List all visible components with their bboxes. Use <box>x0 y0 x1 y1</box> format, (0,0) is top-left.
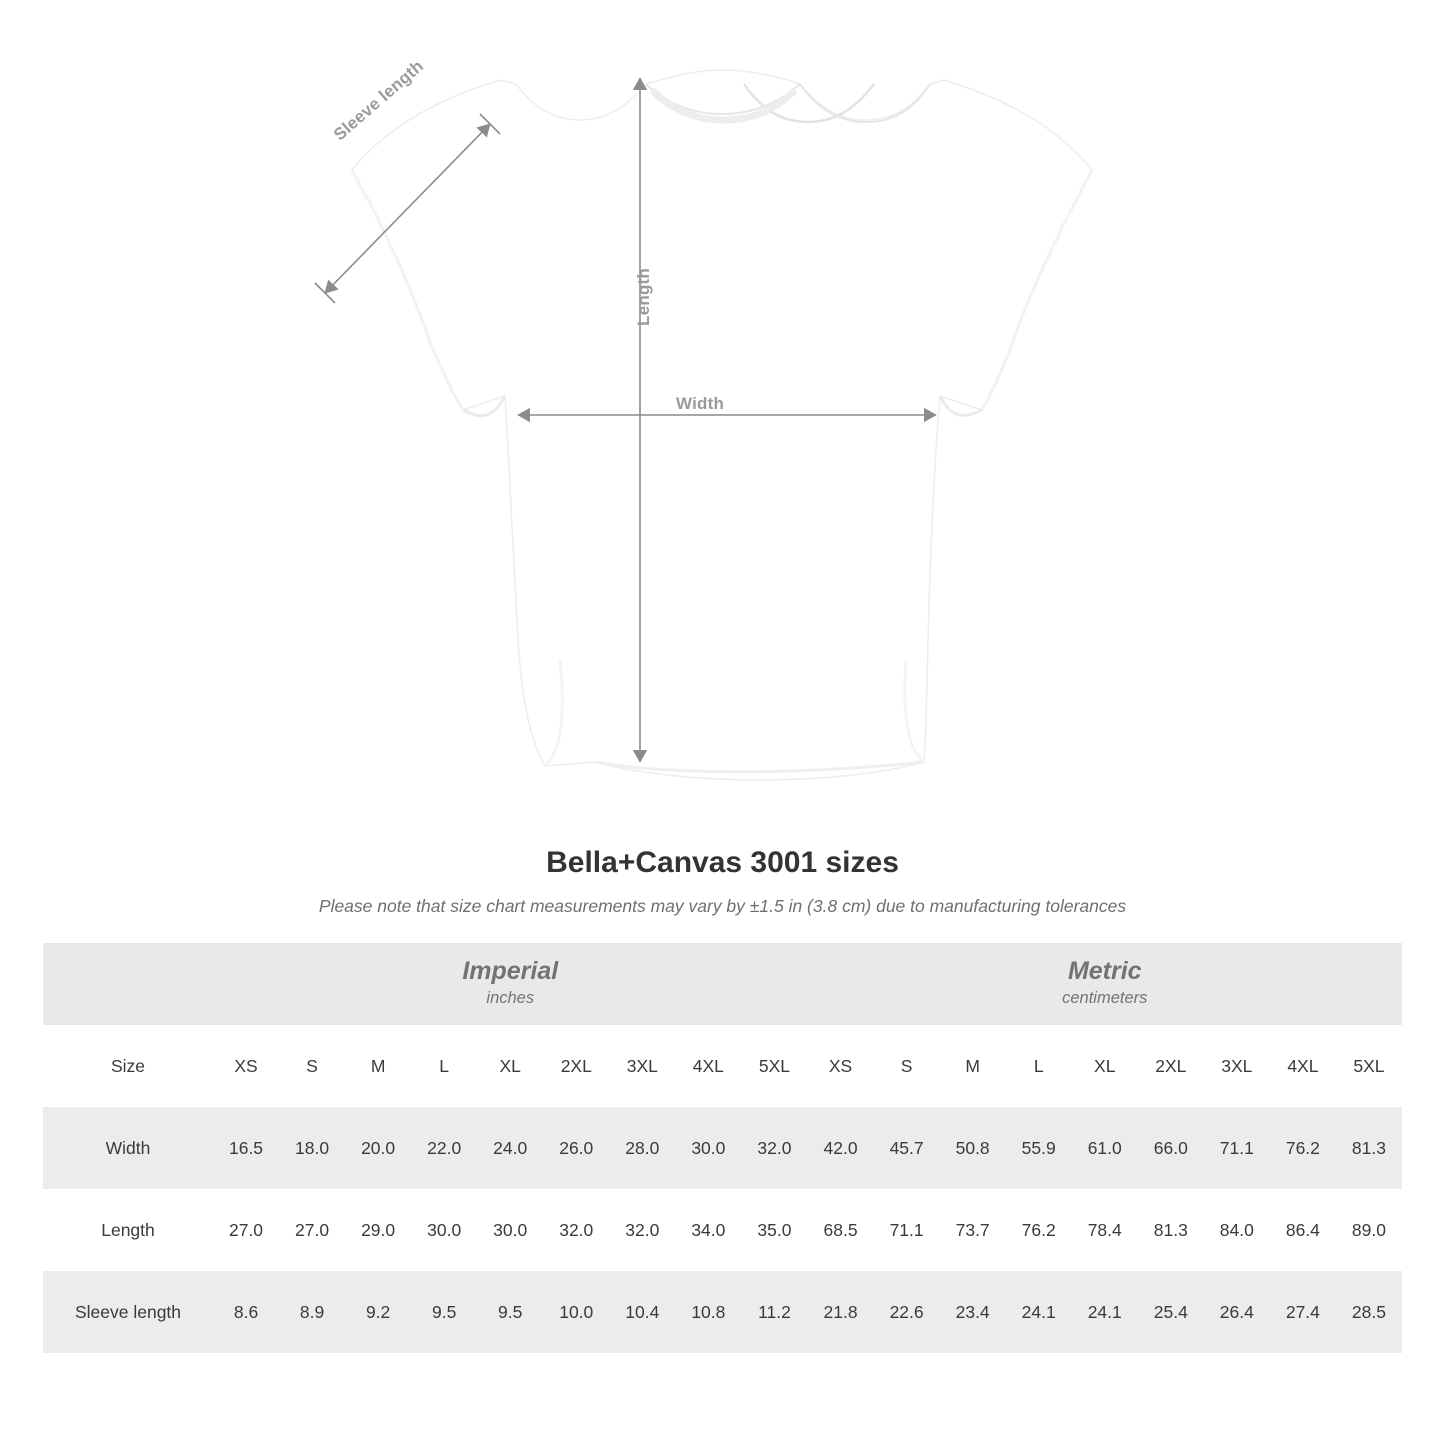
size-column-header: 2XL <box>1138 1025 1204 1107</box>
size-column-header: XL <box>477 1025 543 1107</box>
tolerance-note: Please note that size chart measurements may vary by ±1.5 in (3.8 cm) due to manufacturing tolerances <box>318 896 1127 916</box>
measurement-cell: 9.2 <box>345 1271 411 1353</box>
tshirt-shape <box>352 70 1092 780</box>
measurement-cell: 24.1 <box>1006 1271 1072 1353</box>
measurement-cell: 81.3 <box>1138 1189 1204 1271</box>
measurement-cell: 66.0 <box>1138 1107 1204 1189</box>
measurement-cell: 61.0 <box>1072 1107 1138 1189</box>
measurement-cell: 34.0 <box>675 1189 741 1271</box>
measurement-label: Sleeve length <box>43 1271 213 1353</box>
measurement-cell: 9.5 <box>411 1271 477 1353</box>
measurement-cell: 25.4 <box>1138 1271 1204 1353</box>
measurement-cell: 45.7 <box>874 1107 940 1189</box>
measurement-cell: 11.2 <box>741 1271 807 1353</box>
table-row <box>43 1189 1402 1271</box>
length-dimension-label: Length <box>634 268 653 326</box>
measurement-cell: 24.1 <box>1072 1271 1138 1353</box>
measurement-cell: 16.5 <box>213 1107 279 1189</box>
measurement-cell: 21.8 <box>808 1271 874 1353</box>
measurement-cell: 78.4 <box>1072 1189 1138 1271</box>
size-column-header: XS <box>213 1025 279 1107</box>
size-column-header: XS <box>808 1025 874 1107</box>
measurement-cell: 8.6 <box>213 1271 279 1353</box>
measurement-cell: 10.8 <box>675 1271 741 1353</box>
size-column-header: S <box>279 1025 345 1107</box>
measurement-cell: 76.2 <box>1006 1189 1072 1271</box>
measurement-cell: 26.4 <box>1204 1271 1270 1353</box>
measurement-cell: 86.4 <box>1270 1189 1336 1271</box>
size-column-header: 5XL <box>741 1025 807 1107</box>
measurement-cell: 30.0 <box>675 1107 741 1189</box>
size-column-header: L <box>411 1025 477 1107</box>
size-column-header: M <box>940 1025 1006 1107</box>
measurement-cell: 22.6 <box>874 1271 940 1353</box>
sleeve-length-dimension-label: Sleeve length <box>330 56 428 145</box>
width-dimension-label: Width <box>676 394 725 413</box>
unit-group-name: Imperial <box>462 957 559 986</box>
unit-group-metric <box>808 943 1402 1025</box>
size-header-cell: Size <box>43 1025 213 1107</box>
measurement-cell: 71.1 <box>874 1189 940 1271</box>
measurement-cell: 27.4 <box>1270 1271 1336 1353</box>
unit-group-row <box>43 943 1402 1025</box>
measurement-cell: 10.4 <box>609 1271 675 1353</box>
measurement-cell: 32.0 <box>609 1189 675 1271</box>
measurement-cell: 76.2 <box>1270 1107 1336 1189</box>
table-header-row <box>43 1025 1402 1107</box>
measurement-label: Length <box>43 1189 213 1271</box>
measurement-cell: 28.0 <box>609 1107 675 1189</box>
measurement-cell: 8.9 <box>279 1271 345 1353</box>
measurement-cell: 27.0 <box>279 1189 345 1271</box>
table-row <box>43 1271 1402 1353</box>
chart-header <box>0 846 1445 917</box>
size-column-header: M <box>345 1025 411 1107</box>
unit-group-name: Metric <box>1067 957 1142 986</box>
size-table <box>43 943 1402 1353</box>
measurement-cell: 32.0 <box>741 1107 807 1189</box>
unit-group-imperial <box>213 943 808 1025</box>
measurement-cell: 73.7 <box>940 1189 1006 1271</box>
table-row <box>43 1107 1402 1189</box>
measurement-cell: 9.5 <box>477 1271 543 1353</box>
unit-group-unit: centimeters <box>1062 989 1148 1007</box>
measurement-cell: 68.5 <box>808 1189 874 1271</box>
size-column-header: L <box>1006 1025 1072 1107</box>
measurement-cell: 30.0 <box>411 1189 477 1271</box>
measurement-cell: 84.0 <box>1204 1189 1270 1271</box>
measurement-cell: 89.0 <box>1336 1189 1402 1271</box>
measurement-cell: 71.1 <box>1204 1107 1270 1189</box>
measurement-cell: 10.0 <box>543 1271 609 1353</box>
size-column-header: 4XL <box>675 1025 741 1107</box>
measurement-cell: 55.9 <box>1006 1107 1072 1189</box>
size-column-header: 3XL <box>609 1025 675 1107</box>
measurement-cell: 29.0 <box>345 1189 411 1271</box>
measurement-cell: 32.0 <box>543 1189 609 1271</box>
measurement-cell: 42.0 <box>808 1107 874 1189</box>
measurement-cell: 30.0 <box>477 1189 543 1271</box>
measurement-cell: 28.5 <box>1336 1271 1402 1353</box>
size-column-header: 3XL <box>1204 1025 1270 1107</box>
page-title: Bella+Canvas 3001 sizes <box>546 846 899 879</box>
measurement-cell: 20.0 <box>345 1107 411 1189</box>
size-column-header: 5XL <box>1336 1025 1402 1107</box>
size-column-header: 2XL <box>543 1025 609 1107</box>
size-table-container <box>43 943 1402 1353</box>
measurement-cell: 35.0 <box>741 1189 807 1271</box>
size-column-header: S <box>874 1025 940 1107</box>
measurement-cell: 18.0 <box>279 1107 345 1189</box>
unit-group-spacer <box>43 943 213 1025</box>
measurement-cell: 81.3 <box>1336 1107 1402 1189</box>
size-column-header: 4XL <box>1270 1025 1336 1107</box>
size-column-header: XL <box>1072 1025 1138 1107</box>
measurement-cell: 27.0 <box>213 1189 279 1271</box>
measurement-label: Width <box>43 1107 213 1189</box>
measurement-cell: 50.8 <box>940 1107 1006 1189</box>
unit-group-unit: inches <box>486 989 535 1007</box>
measurement-cell: 23.4 <box>940 1271 1006 1353</box>
measurement-cell: 26.0 <box>543 1107 609 1189</box>
measurement-cell: 24.0 <box>477 1107 543 1189</box>
measurement-cell: 22.0 <box>411 1107 477 1189</box>
